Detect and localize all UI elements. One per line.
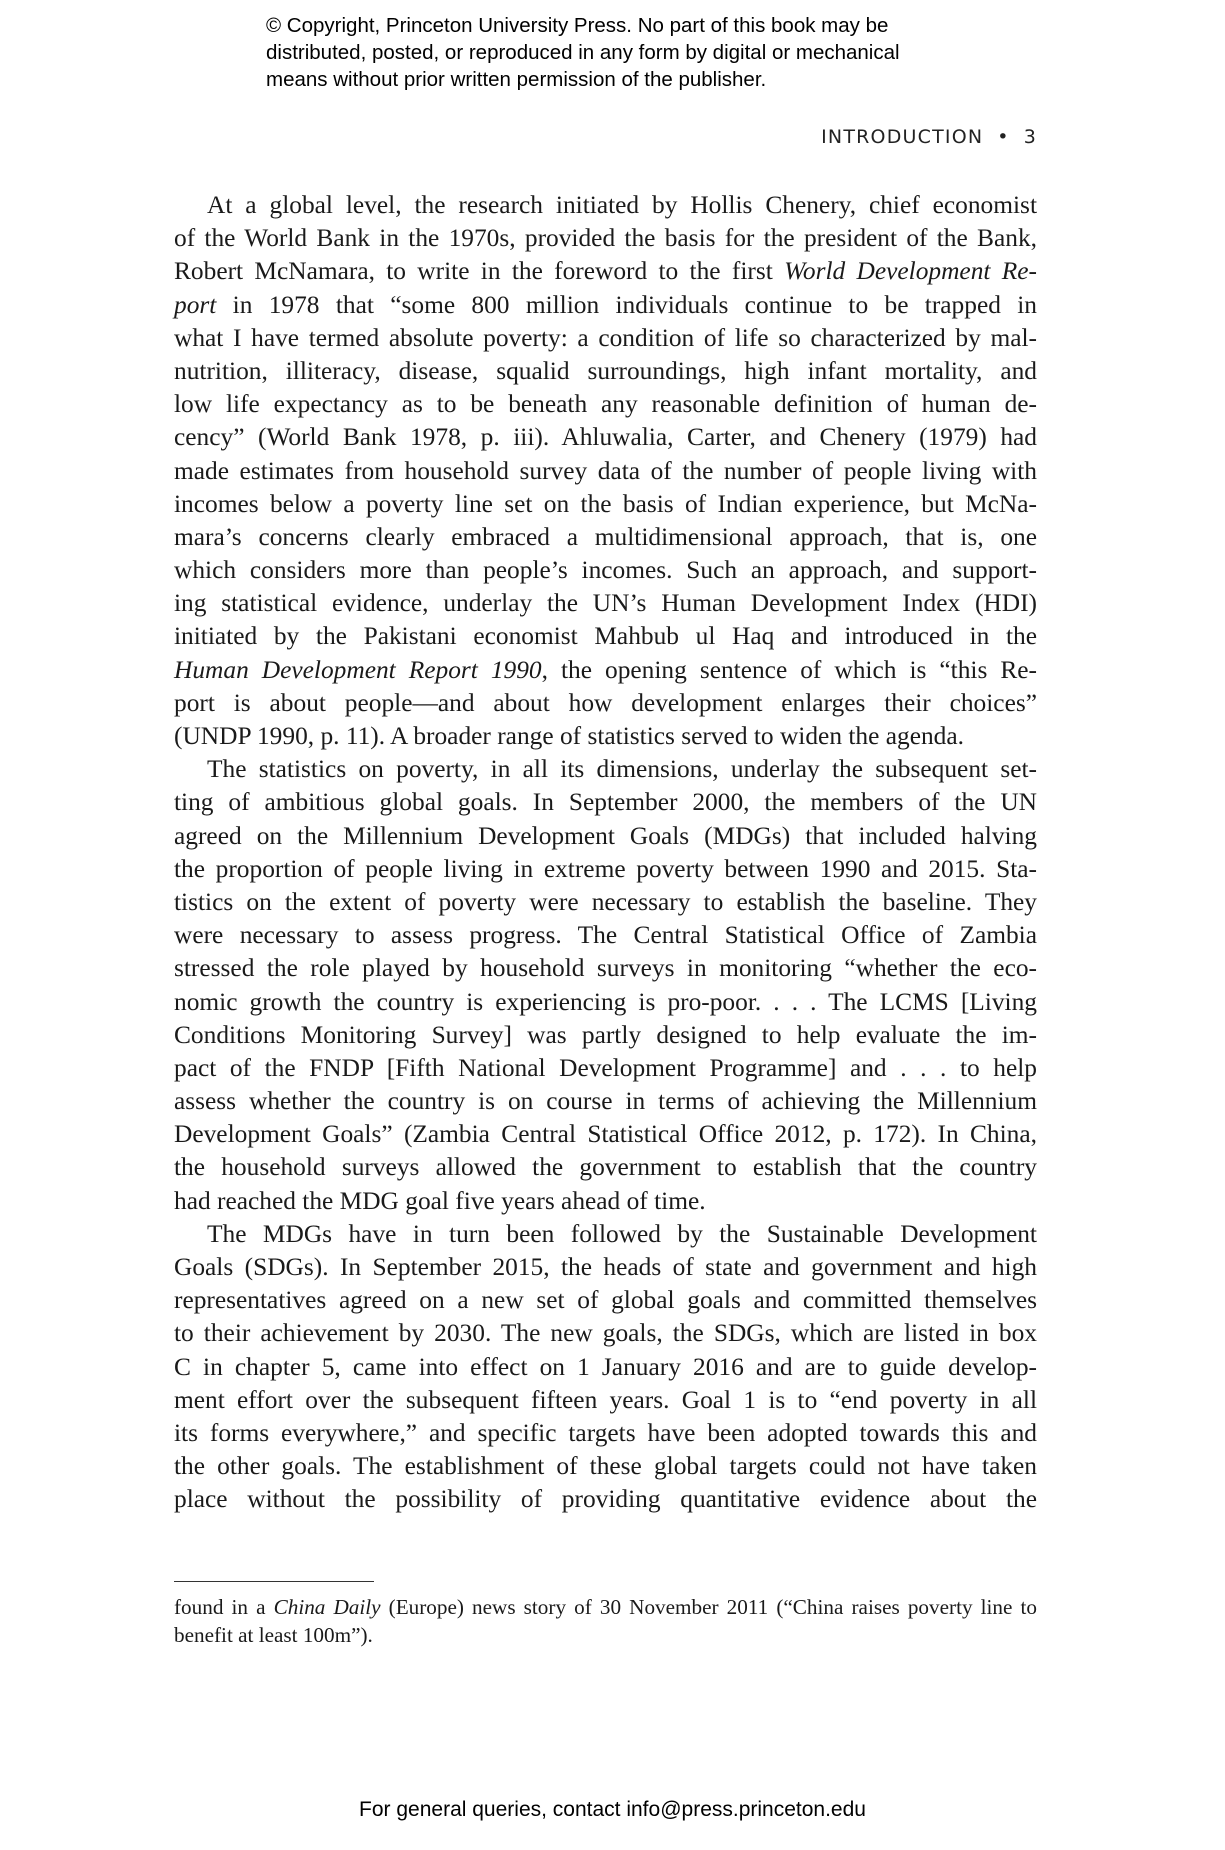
text-line: Conditions Monitoring Survey] was partly designed to help evaluate the im-	[174, 1020, 1037, 1049]
text-line: which considers more than people’s incomes. Such an approach, and support-	[174, 556, 1037, 585]
text-line: ting of ambitious global goals. In September 2000, the members of the UN	[174, 788, 1037, 817]
text-line: assess whether the country is on course in terms of achieving the Millennium	[174, 1087, 1037, 1116]
italic-title: Human Development Report 1990	[174, 655, 542, 684]
text-line: were necessary to assess progress. The Central Statistical Office of Zambia	[174, 921, 1037, 950]
text-line: ment effort over the subsequent fifteen years. Goal 1 is to “end poverty in all	[174, 1385, 1037, 1414]
text-line: Goals (SDGs). In September 2015, the heads of state and government and high	[174, 1253, 1037, 1281]
copyright-line: © Copyright, Princeton University Press. No part of this book may be	[266, 14, 889, 37]
copyright-notice	[266, 12, 1026, 93]
text-line	[174, 255, 1037, 288]
text-line: its forms everywhere,” and specific targets have been adopted towards this and	[174, 1418, 1037, 1447]
text-line: mara’s concerns clearly embraced a multidimensional approach, that is, one	[174, 522, 1037, 551]
text-line: incomes below a poverty line set on the basis of Indian experience, but McNa-	[174, 489, 1037, 518]
text-line: nutrition, illiteracy, disease, squalid surroundings, high infant mortality, and	[174, 356, 1037, 385]
text-line: stressed the role played by household surveys in monitoring “whether the eco-	[174, 954, 1037, 983]
text-line: (UNDP 1990, p. 11). A broader range of statistics served to widen the agenda.	[174, 722, 964, 750]
text-line: The MDGs have in turn been followed by the Sustainable Development	[207, 1219, 1037, 1248]
copyright-line: distributed, posted, or reproduced in any form by digital or mechanical	[266, 41, 900, 64]
copyright-line: means without prior written permission of the publisher.	[266, 68, 767, 91]
text-run: in 1978 that “some 800 million individuals continue to be trapped in	[216, 290, 1037, 319]
text-line: the proportion of people living in extreme poverty between 1990 and 2015. Sta-	[174, 854, 1037, 883]
running-head	[821, 126, 1037, 148]
footnote-line	[174, 1594, 1037, 1622]
footnote-divider	[174, 1581, 374, 1582]
text-line: At a global level, the research initiated by Hollis Chenery, chief economist	[207, 191, 1037, 219]
text-line: initiated by the Pakistani economist Mahbub ul Haq and introduced in the	[174, 622, 1037, 651]
text-line: of the World Bank in the 1970s, provided the basis for the president of the Bank,	[174, 224, 1037, 253]
running-head-section: INTRODUCTION	[821, 126, 984, 148]
text-line	[174, 289, 1037, 322]
text-line: made estimates from household survey data of the number of people living with	[174, 456, 1037, 485]
text-line: nomic growth the country is experiencing is pro-poor. . . . The LCMS [Living	[174, 987, 1037, 1016]
text-line: C in chapter 5, came into effect on 1 January 2016 and are to guide develop-	[174, 1352, 1037, 1381]
text-line: tistics on the extent of poverty were necessary to establish the baseline. They	[174, 887, 1037, 916]
text-line: the household surveys allowed the government to establish that the country	[174, 1153, 1037, 1182]
text-line: cency” (World Bank 1978, p. iii). Ahluwalia, Carter, and Chenery (1979) had	[174, 423, 1037, 452]
text-line: pact of the FNDP [Fifth National Development Programme] and . . . to help	[174, 1053, 1037, 1082]
body-text	[174, 189, 1037, 1517]
running-head-separator: •	[997, 126, 1010, 148]
text-line	[174, 654, 1037, 687]
italic-title: port	[174, 290, 217, 319]
text-run: (Europe) news story of 30 November 2011 (“China raises poverty line to	[380, 1595, 1037, 1619]
text-run: Robert McNamara, to write in the foreword to the first	[174, 257, 785, 286]
text-line: had reached the MDG goal five years ahead of time.	[174, 1186, 706, 1215]
text-line: representatives agreed on a new set of global goals and committed themselves	[174, 1286, 1037, 1315]
text-line: ing statistical evidence, underlay the UN’s Human Development Index (HDI)	[174, 589, 1037, 618]
italic-title: World Development Re-	[784, 257, 1037, 286]
text-line: The statistics on poverty, in all its dimensions, underlay the subsequent set-	[207, 755, 1037, 784]
text-line: the other goals. The establishment of these global targets could not have taken	[174, 1452, 1037, 1481]
text-line: place without the possibility of providing quantitative evidence about the	[174, 1485, 1037, 1514]
text-line: to their achievement by 2030. The new goals, the SDGs, which are listed in box	[174, 1319, 1037, 1348]
footnote-line: benefit at least 100m”).	[174, 1622, 373, 1647]
page-number: 3	[1023, 126, 1037, 148]
text-run: found in a	[174, 1595, 274, 1619]
text-run: , the opening sentence of which is “this Re-	[541, 655, 1038, 684]
italic-title: China Daily	[273, 1595, 381, 1619]
footer-contact: For general queries, contact info@press.princeton.edu	[359, 1798, 866, 1821]
footnote	[174, 1594, 1037, 1649]
text-line: low life expectancy as to be beneath any reasonable definition of human de-	[174, 390, 1037, 419]
text-line: port is about people—and about how development enlarges their choices”	[174, 688, 1037, 717]
text-line: Development Goals” (Zambia Central Statistical Office 2012, p. 172). In China,	[174, 1120, 1037, 1149]
text-line: what I have termed absolute poverty: a condition of life so characterized by mal-	[174, 323, 1037, 352]
text-line: agreed on the Millennium Development Goals (MDGs) that included halving	[174, 821, 1037, 850]
